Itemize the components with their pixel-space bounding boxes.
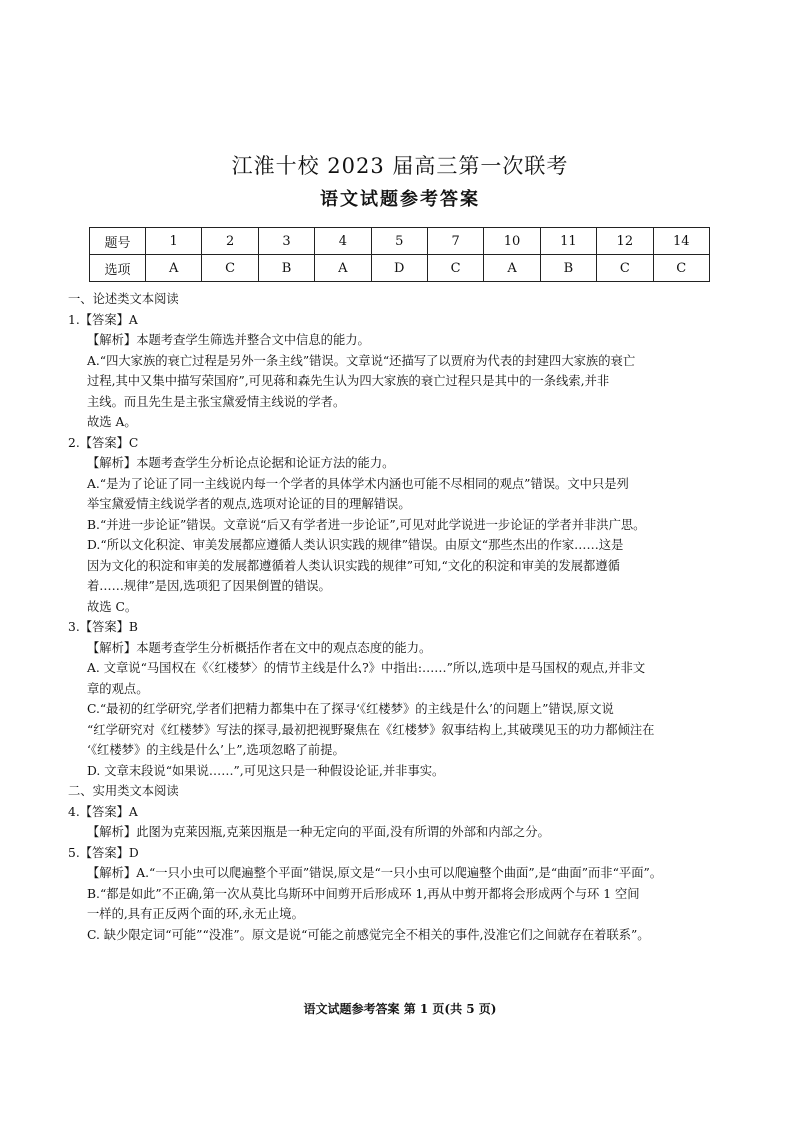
question-number-row (90, 228, 710, 255)
row-label-option: 选项 (90, 255, 146, 282)
analysis-line: 过程,其中又集中描写荣国府”,可见蒋和森先生认为四大家族的衰亡过程只是其中的一条线索,并非 (87, 374, 610, 388)
analysis-line: 因为文化的积淀和审美的发展都遵循着人类认识实践的规律”可知,“文化的积淀和审美的发展都遵循 (87, 558, 620, 573)
analysis-line: 故选 A。 (87, 415, 137, 429)
answer-option: A (146, 255, 202, 282)
answer-option-row (90, 255, 710, 282)
analysis-line: B.“都是如此”不正确,第一次从莫比乌斯环中间剪开后形成环 1,再从中剪开都将会形成两个与环 1 空间 (87, 886, 640, 901)
answer-explanations (68, 289, 718, 945)
answer-option: A (484, 255, 540, 282)
question-answer: 5.【答案】D (68, 845, 139, 860)
exam-subtitle: 语文试题参考答案 (320, 189, 480, 210)
question-answer: 2.【答案】C (68, 435, 139, 450)
analysis-line: C. 缺少限定词“可能”“没准”。原文是说“可能之前感觉完全不相关的事件,没准它们之间就存在着联系”。 (87, 927, 650, 942)
analysis-line: 【解析】此图为克莱因瓶,克莱因瓶是一种无定向的平面,没有所谓的外部和内部之分。 (87, 825, 550, 839)
question-number: 5 (371, 228, 427, 255)
analysis-line: 举宝黛爱情主线说学者的观点,选项对论证的目的理解错误。 (87, 497, 411, 511)
answer-option: C (427, 255, 483, 282)
analysis-line: 主线。而且先生是主张宝黛爱情主线说的学者。 (87, 394, 346, 409)
question-number: 7 (427, 228, 483, 255)
analysis-line: “红学研究对《红楼梦》写法的探寻,最初把视野聚焦在《红楼梦》叙事结构上,其破璞见玉的功力都倾注在 (87, 722, 655, 737)
analysis-line: 【解析】本题考查学生分析论点论据和论证方法的能力。 (87, 456, 395, 470)
answer-option: C (202, 255, 258, 282)
analysis-line: B.“并进一步论证”错误。文章说“后又有学者进一步论证”,可见对此学说进一步论证的学者并非洪广思。 (87, 517, 646, 532)
analysis-line: D.“所以文化积淀、审美发展都应遵循人类认识实践的规律”错误。由原文“那些杰出的作家……这是 (87, 538, 624, 552)
row-label-number: 题号 (90, 228, 146, 255)
section-heading: 一、论述类文本阅读 (68, 292, 179, 306)
analysis-line: A.“四大家族的衰亡过程是另外一条主线”错误。文章说“还描写了以贾府为代表的封建四大家族的衰亡 (87, 353, 636, 368)
analysis-line: C.“最初的红学研究,学者们把精力都集中在了探寻‘《红楼梦》的主线是什么’的问题上”错误,原文说 (87, 702, 614, 716)
question-number: 14 (653, 228, 709, 255)
analysis-line: 章的观点。 (87, 681, 149, 696)
analysis-line: 【解析】A.“一只小虫可以爬遍整个平面”错误,原文是“一只小虫可以爬遍整个曲面”,是“曲面”而非“平面”。 (87, 866, 663, 880)
question-number: 12 (597, 228, 653, 255)
question-number: 4 (315, 228, 371, 255)
answer-option: B (540, 255, 596, 282)
answer-option: C (597, 255, 653, 282)
analysis-line: 故选 C。 (87, 599, 138, 614)
analysis-line: D. 文章末段说“如果说……”,可见这只是一种假设论证,并非事实。 (87, 763, 445, 778)
question-number: 3 (258, 228, 314, 255)
analysis-line: A.“是为了论证了同一主线说内每一个学者的具体学术内涵也可能不尽相同的观点”错误。文中只是列 (87, 476, 629, 491)
analysis-line: 一样的,具有正反两个面的环,永无止境。 (87, 907, 304, 921)
answer-option: C (653, 255, 709, 282)
answer-option: B (258, 255, 314, 282)
answer-option: D (371, 255, 427, 282)
analysis-line: ‘《红楼梦》的主线是什么’上”,选项忽略了前提。 (87, 743, 345, 757)
question-number: 1 (146, 228, 202, 255)
answer-option: A (315, 255, 371, 282)
question-answer: 3.【答案】B (68, 620, 138, 634)
question-answer: 1.【答案】A (68, 312, 138, 327)
question-number: 10 (484, 228, 540, 255)
analysis-line: 着……规律”是因,选项犯了因果倒置的错误。 (87, 579, 331, 593)
page-footer: 语文试题参考答案 第 1 页(共 5 页) (303, 1002, 497, 1016)
question-number: 11 (540, 228, 596, 255)
section-heading: 二、实用类文本阅读 (68, 784, 179, 798)
analysis-line: A. 文章说“马国权在《〈红楼梦〉的情节主线是什么?》中指出:……”所以,选项中是马国权的观点,并非文 (87, 661, 646, 675)
analysis-line: 【解析】本题考查学生分析概括作者在文中的观点态度的能力。 (87, 640, 432, 655)
answer-table (89, 227, 710, 282)
exam-title: 江淮十校 2023 届高三第一次联考 (231, 154, 569, 178)
question-number: 2 (202, 228, 258, 255)
analysis-line: 【解析】本题考查学生筛选并整合文中信息的能力。 (87, 333, 370, 347)
question-answer: 4.【答案】A (68, 804, 138, 819)
